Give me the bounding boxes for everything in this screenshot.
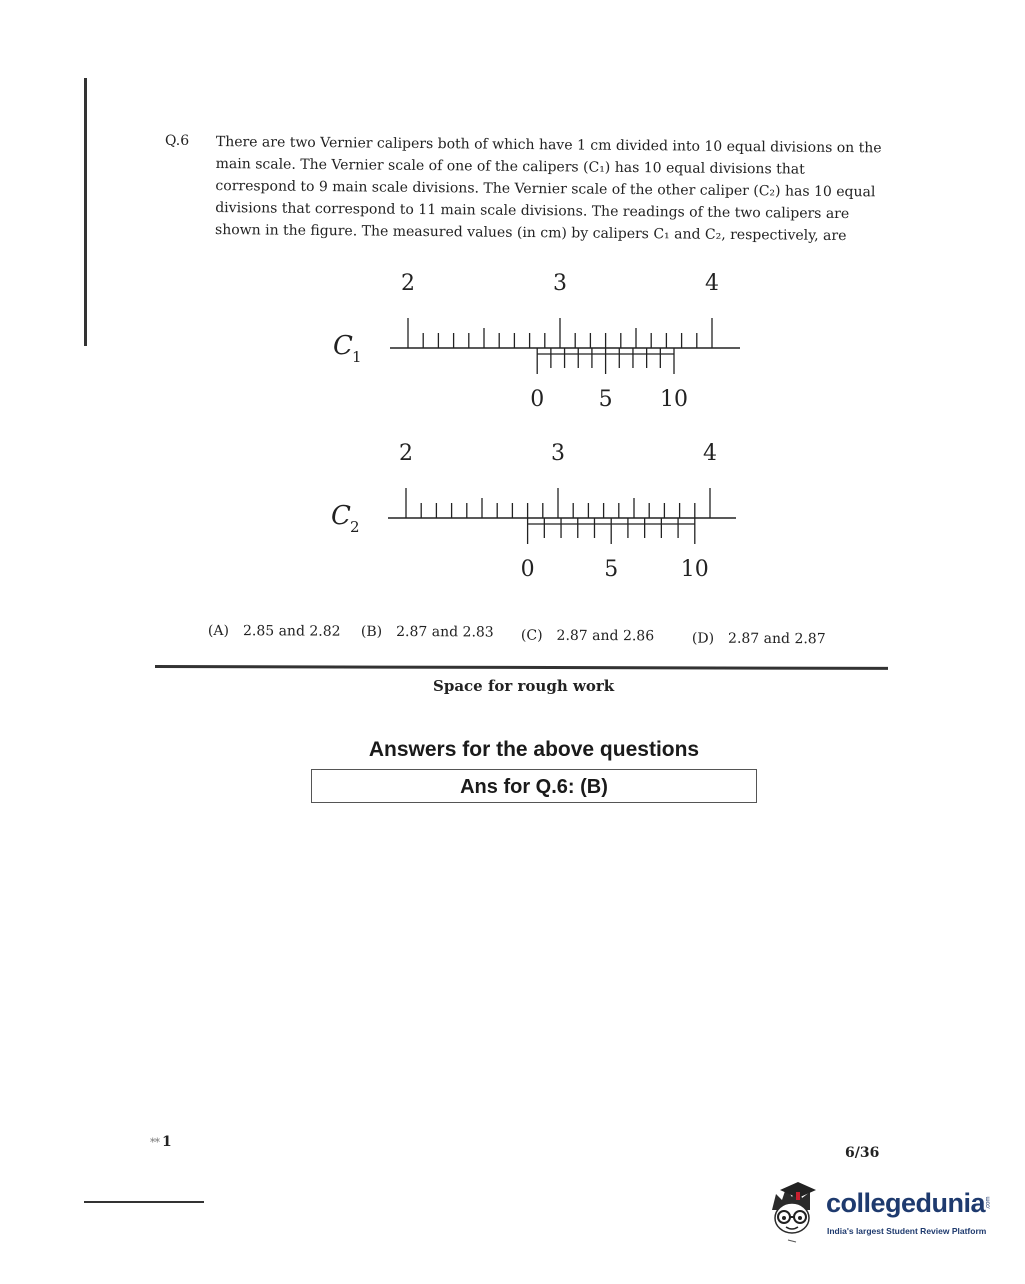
question-line: divisions that correspond to 11 main scale divisions. The readings of the two calipers are (215, 199, 850, 223)
option-text: 2.85 and 2.82 (242, 623, 341, 640)
rough-work-label: Space for rough work (433, 677, 615, 695)
question-line: correspond to 9 main scale divisions. The Vernier scale of the other caliper (C₂) has 10 equal (215, 177, 876, 201)
answer-box: Ans for Q.6: (B) (311, 769, 757, 803)
main-scale-label: 4 (703, 441, 717, 466)
caliper-label: C (331, 501, 351, 531)
option-label: (D) (691, 630, 715, 647)
main-scale-label: 3 (553, 271, 567, 296)
option-a (208, 623, 341, 640)
option-label: (C) (520, 627, 543, 644)
vernier-scale-label: 10 (680, 557, 709, 582)
main-scale-label: 3 (551, 441, 565, 466)
option-label: (A) (207, 622, 230, 640)
footer-code-number: 1 (162, 1134, 172, 1150)
main-scale-label: 2 (399, 441, 413, 466)
caliper-label-subscript: 1 (352, 348, 362, 366)
collegedunia-logo[interactable] (766, 1180, 996, 1250)
logo-wordmark: collegedunia (826, 1188, 986, 1218)
page-number: 6/36 (845, 1145, 880, 1161)
question-line: shown in the figure. The measured values (in cm) by calipers C₁ and C₂, respectively, are (214, 221, 847, 245)
footer-stars: ** (150, 1136, 159, 1149)
vernier-scale-label: 5 (604, 557, 619, 582)
option-c (521, 628, 654, 645)
question-line: There are two Vernier calipers both of which have 1 cm divided into 10 equal divisions on the (215, 133, 882, 157)
answers-title: Answers for the above questions (368, 738, 700, 761)
margin-rule (84, 78, 87, 346)
question-text (215, 131, 894, 248)
footer-rule (84, 1201, 204, 1203)
vernier-scale-label: 10 (660, 387, 688, 412)
vernier-caliper-figure (300, 262, 760, 592)
option-text: 2.87 and 2.83 (396, 623, 494, 641)
question-line: main scale. The Vernier scale of one of the calipers (C₁) has 10 equal divisions that (215, 155, 805, 178)
caliper-label-subscript: 2 (350, 518, 360, 536)
option-b (361, 624, 494, 641)
logo-domain: .com (985, 1196, 992, 1210)
main-scale-label: 2 (401, 271, 415, 296)
logo-tagline: India's largest Student Review Platform (827, 1226, 987, 1236)
question-number: Q.6 (165, 133, 190, 149)
divider (155, 665, 888, 670)
vernier-scale-label: 0 (520, 557, 535, 582)
mascot-icon (766, 1180, 824, 1250)
option-d (692, 631, 826, 648)
main-scale-label: 4 (705, 271, 719, 296)
vernier-scale-label: 0 (530, 387, 545, 412)
caliper-label: C (333, 331, 353, 361)
option-text: 2.87 and 2.86 (556, 627, 655, 645)
option-text: 2.87 and 2.87 (728, 630, 826, 648)
vernier-scale-label: 5 (598, 387, 613, 412)
option-label: (B) (360, 623, 383, 640)
footer-code (150, 1134, 172, 1150)
